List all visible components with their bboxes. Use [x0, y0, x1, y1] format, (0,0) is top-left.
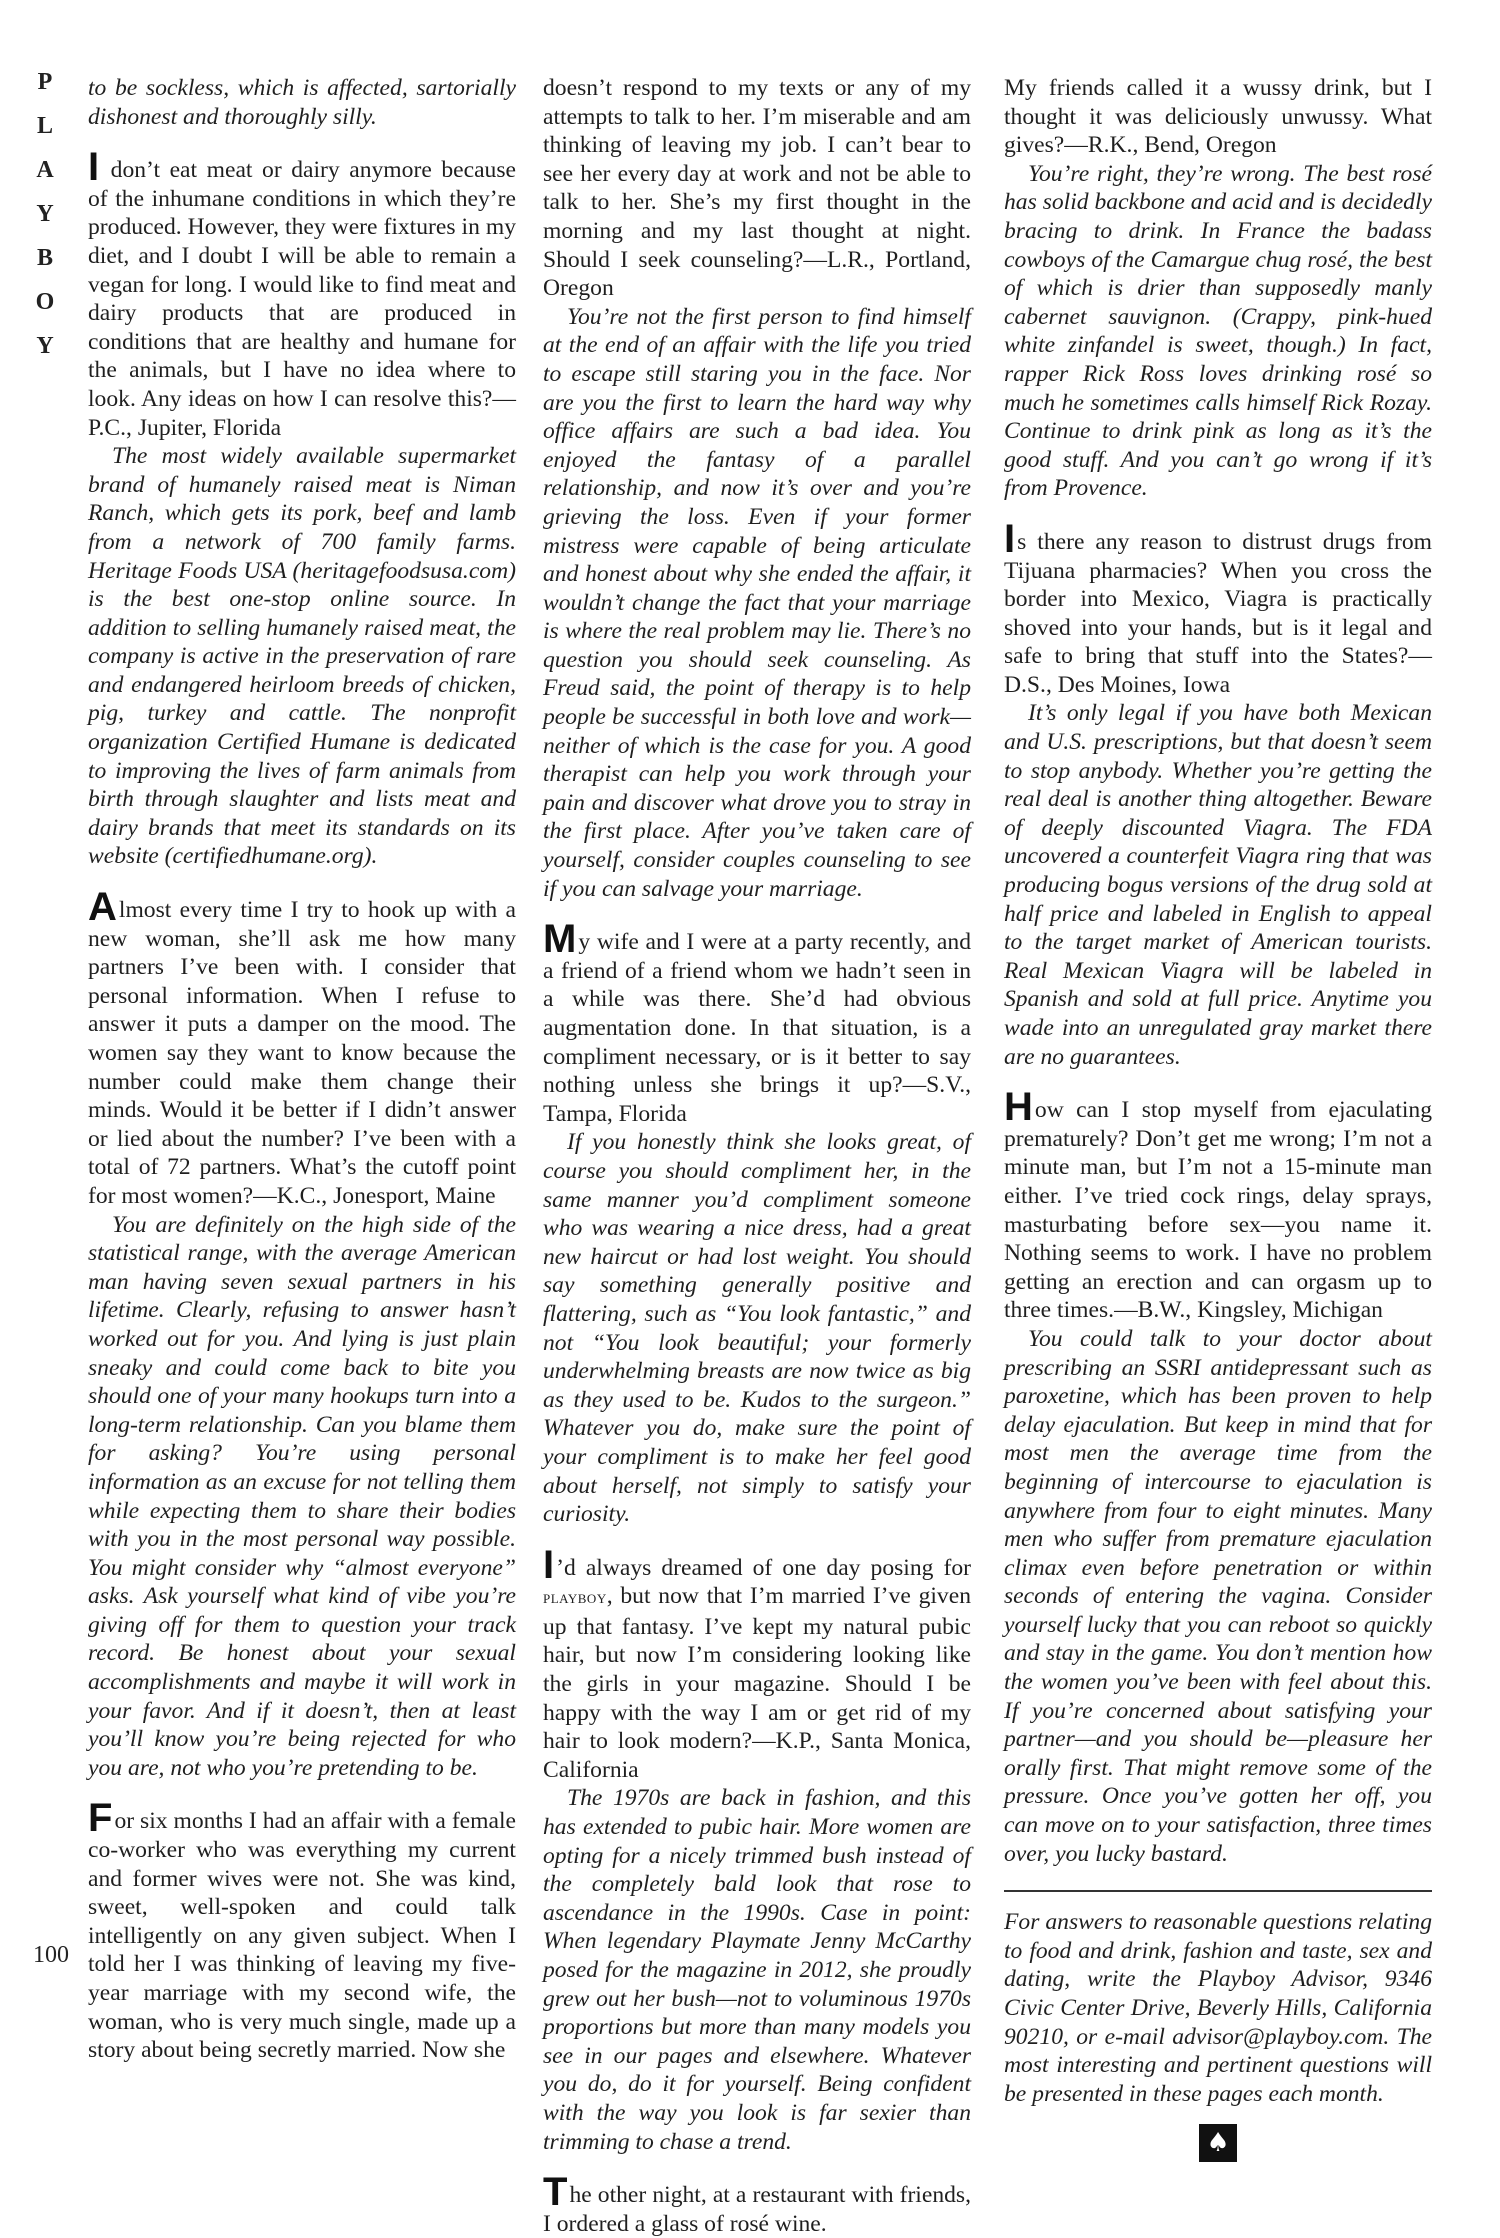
page-number: 100 — [33, 1942, 69, 1968]
question-continuation: doesn’t respond to my texts or any of my attempts to talk to her. I’m miserable and am thinking of leaving my job. I can’t bear to see her every day at work and not be able to talk to her. She’s my first thought in the morning and my last thought at night. Should I seek counseling?—L.R., Portland, Oregon — [543, 75, 971, 302]
drop-cap: T — [543, 2170, 568, 2215]
drop-cap: I — [543, 1542, 555, 1587]
question-text: lmost every time I try to hook up with a new woman, she’ll ask me how many partners I’ve been with. I consider that personal information. When I refuse to answer it puts a damper on the mood. The women say they want to know because the number could make them change their minds. Would it be better if I didn’t answer or lied about the number? I’ve been with a total of 72 partners. What’s the cutoff point for most women?—K.C., Jonesport, Maine — [88, 897, 516, 1209]
question-pubic-hair — [543, 1542, 971, 1785]
masthead-letter: A — [36, 157, 54, 183]
masthead-letter: B — [36, 245, 53, 271]
bunny-logo-icon: ♠ — [1199, 2124, 1237, 2162]
answer-partners: You are definitely on the high side of the statistical range, with the average American man having seven sexual partners in his lifetime. Clearly, refusing to answer hasn’t worked out for you. And lying is just plain sneaky and could come back to bite you should one of your many hookups turn into a long-term relationship. Can you blame them for asking? You’re using personal information as an excuse for not telling them while expecting them to share their bodies with you in the most personal way possible. You might consider why “almost everyone” asks. Ask yourself what kind of vibe you’re giving off for them to question your track record. Be honest about your sexual accomplishments and maybe it will work in your favor. And if it doesn’t, then at least you’ll know you’re being rejected for who you are, not who you’re pretending to be. — [88, 1211, 516, 1781]
column-2 — [543, 74, 971, 2238]
question-rose — [543, 2170, 971, 2238]
question-partners — [88, 885, 516, 1211]
question-text: y wife and I were at a party recently, and a friend of a friend whom we hadn’t seen in a while was there. She’d had obvious augmentation done. In that situation, is a compliment necessary, or is it better to say nothing unless she brings it up?—S.V., Tampa, Florida — [543, 929, 971, 1127]
answer-pubic-hair: The 1970s are back in fashion, and this has extended to pubic hair. More women are opting for a nicely trimmed bush instead of the completely bald look that rose to ascendance in the 1990s. Case in point: When legendary Playmate Jenny McCarthy posed for the magazine in 2012, she proudly grew out her bush—not to voluminous 1970s proportions but more than many models you see in our pages and elsewhere. Whatever you do, do it for yourself. Being confident with the way you look is far sexier than trimming to chase a trend. — [543, 1785, 971, 2155]
masthead-letter: O — [35, 289, 55, 315]
masthead-letter: P — [37, 69, 53, 95]
answer-affair: You’re not the first person to find himself at the end of an affair with the life you tried to escape still staring you in the face. Nor are you the first to learn the hard way why office affairs are such a bad idea. You enjoyed the fantasy of a parallel relationship, and now it’s over and you’re grieving the loss. Even if your former mistress were capable of being articulate and honest about why she ended the affair, it wouldn’t change the fact that your marriage is where the real problem may lie. There’s no question you should seek counseling. As Freud said, the point of therapy is to help people be successful in both love and work—neither of which is the case for you. A good therapist can help you work through your pain and discover what drove you to stray in the first place. After you’ve taken care of yourself, consider couples counseling to see if you can salvage your marriage. — [543, 303, 971, 902]
question-text: don’t eat meat or dairy anymore because of the inhumane conditions in which they’re produced. However, they were fixtures in my diet, and I doubt I will be able to remain a vegan for long. I would like to find meat and dairy products that are produced in conditions that are healthy and humane for the animals, but I have no idea where to look. Any ideas on how I can resolve this?—P.C., Jupiter, Florida — [88, 157, 516, 441]
advisor-contact-note: For answers to reasonable questions relating to food and drink, fashion and taste, sex and dating, write the Playboy Advisor, 9346 Civic Center Drive, Beverly Hills, California 90210, or e-mail advisor@playboy.com. The most interesting and pertinent questions will be presented in these pages each month. — [1004, 1909, 1432, 2107]
question-text: s there any reason to distrust drugs from Tijuana pharmacies? When you cross the border into Mexico, Viagra is practically shoved into your hands, but is it legal and safe to bring that stuff into the States?—D.S., Des Moines, Iowa — [1004, 528, 1432, 698]
masthead-letter: Y — [36, 333, 54, 359]
drop-cap: I — [88, 145, 100, 190]
divider-rule — [1004, 1890, 1432, 1892]
answer-rose: You’re right, they’re wrong. The best rosé has solid backbone and acid and is decidedly bracing to drink. In France the badass cowboys of the Camargue chug rosé, the best of which is drier than supposedly manly cabernet sauvignon. (Crappy, pink-hued white zinfandel is sweet, though.) In fact, rapper Rick Ross loves drinking rosé so much he sometimes calls himself Rick Rozay. Continue to drink pink as long as it’s the good stuff. And you can’t go wrong if it’s from Provence. — [1004, 160, 1432, 502]
question-text: ’d always dreamed of one day posing for — [556, 1554, 971, 1581]
answer-vegan: The most widely available supermarket brand of humanely raised meat is Niman Ranch, which gets its pork, beef and lamb from a network of 700 family farms. Heritage Foods USA (heritagefoodsusa.com) is the best one-stop online source. In addition to selling humanely raised meat, the company is active in the preservation of rare and endangered heirloom breeds of chicken, pig, turkey and cattle. The nonprofit organization Certified Humane is dedicated to improving the lives of farm animals from birth through slaughter and lists meat and dairy brands that meet its standards on its website (certifiedhumane.org). — [88, 443, 516, 870]
drop-cap: H — [1004, 1085, 1033, 1130]
question-text: ow can I stop myself from ejaculating prematurely? Don’t get me wrong; I’m not a minute man, but I’m not a 15-minute man either. I’ve tried cock rings, delay sprays, masturbating before sex—you name it. Nothing seems to work. I have no problem getting an erection and can orgasm up to three times.—B.W., Kingsley, Michigan — [1004, 1097, 1432, 1324]
column-1 — [88, 74, 516, 2065]
drop-cap: A — [88, 885, 117, 930]
question-affair — [88, 1796, 516, 2064]
playboy-smallcaps: playboy — [543, 1587, 607, 1609]
question-text: or six months I had an affair with a female co-worker who was everything my current and former wives were not. She was kind, sweet, well-spoken and could talk intelligently on any given subject. When I told her I was thinking of leaving my five-year marriage with my second wife, the woman, who is very much single, made up a story about being secretly married. Now she — [88, 1808, 516, 2064]
question-compliment — [543, 917, 971, 1128]
masthead-playboy — [30, 60, 60, 368]
answer-premature: You could talk to your doctor about prescribing an SSRI antidepressant such as paroxetine, which has been proven to help delay ejaculation. But keep in mind that for most men the average time from the beginning of intercourse to ejaculation is anywhere from four to eight minutes. Many men who suffer from premature ejaculation climax even before penetration or within seconds of entering the vagina. Consider yourself lucky that you can reboot so quickly and stay in the game. You don’t mention how the women you’ve been with feel about this. If you’re concerned about satisfying your partner—and you should be—pleasure her orally first. That might remove some of the pressure. Once you’ve gotten her off, you can move on to your satisfaction, three times over, you lucky bastard. — [1004, 1325, 1432, 1867]
answer-compliment: If you honestly think she looks great, of course you should compliment her, in the same manner you’d compliment someone who was wearing a nice dress, had a great new haircut or had lost weight. You should say something generally positive and flattering, such as “You look fantastic,” and not “You look beautiful; your formerly underwhelming breasts are now twice as big as they used to be. Kudos to the surgeon.” Whatever you do, make sure the point of your compliment is to make her feel good about herself, not simply to satisfy your curiosity. — [543, 1129, 971, 1528]
question-premature — [1004, 1085, 1432, 1325]
drop-cap: M — [543, 917, 577, 962]
question-vegan — [88, 145, 516, 442]
question-continuation: My friends called it a wussy drink, but I thought it was deliciously unwussy. What gives?—R.K., Bend, Oregon — [1004, 75, 1432, 159]
answer-tijuana: It’s only legal if you have both Mexican and U.S. prescriptions, but that doesn’t seem to stop anybody. Whether you’re getting the real deal is another thing altogether. Beware of deeply discounted Viagra. The FDA uncovered a counterfeit Viagra ring that was producing bogus versions of the drug sold at half price and labeled in English to appeal to the target market of American tourists. Real Mexican Viagra will be labeled in Spanish and sold at full price. Anytime you wade into an unregulated gray market there are no guarantees. — [1004, 700, 1432, 1070]
masthead-letter: Y — [36, 201, 54, 227]
column-3 — [1004, 74, 1432, 2162]
question-text: he other night, at a restaurant with friends, I ordered a glass of rosé wine. — [543, 2182, 971, 2237]
drop-cap: F — [88, 1796, 113, 1841]
question-tijuana — [1004, 516, 1432, 700]
masthead-letter: L — [36, 113, 53, 139]
answer-continuation: to be sockless, which is affected, sartorially dishonest and thoroughly silly. — [88, 75, 516, 130]
drop-cap: I — [1004, 516, 1016, 561]
question-text: , but now that I’m married I’ve given up that fantasy. I’ve kept my natural pubic hair, but now I’m considering looking like the girls in your magazine. Should I be happy with the way I am or get rid of my hair to look modern?—K.P., Santa Monica, California — [543, 1583, 971, 1783]
